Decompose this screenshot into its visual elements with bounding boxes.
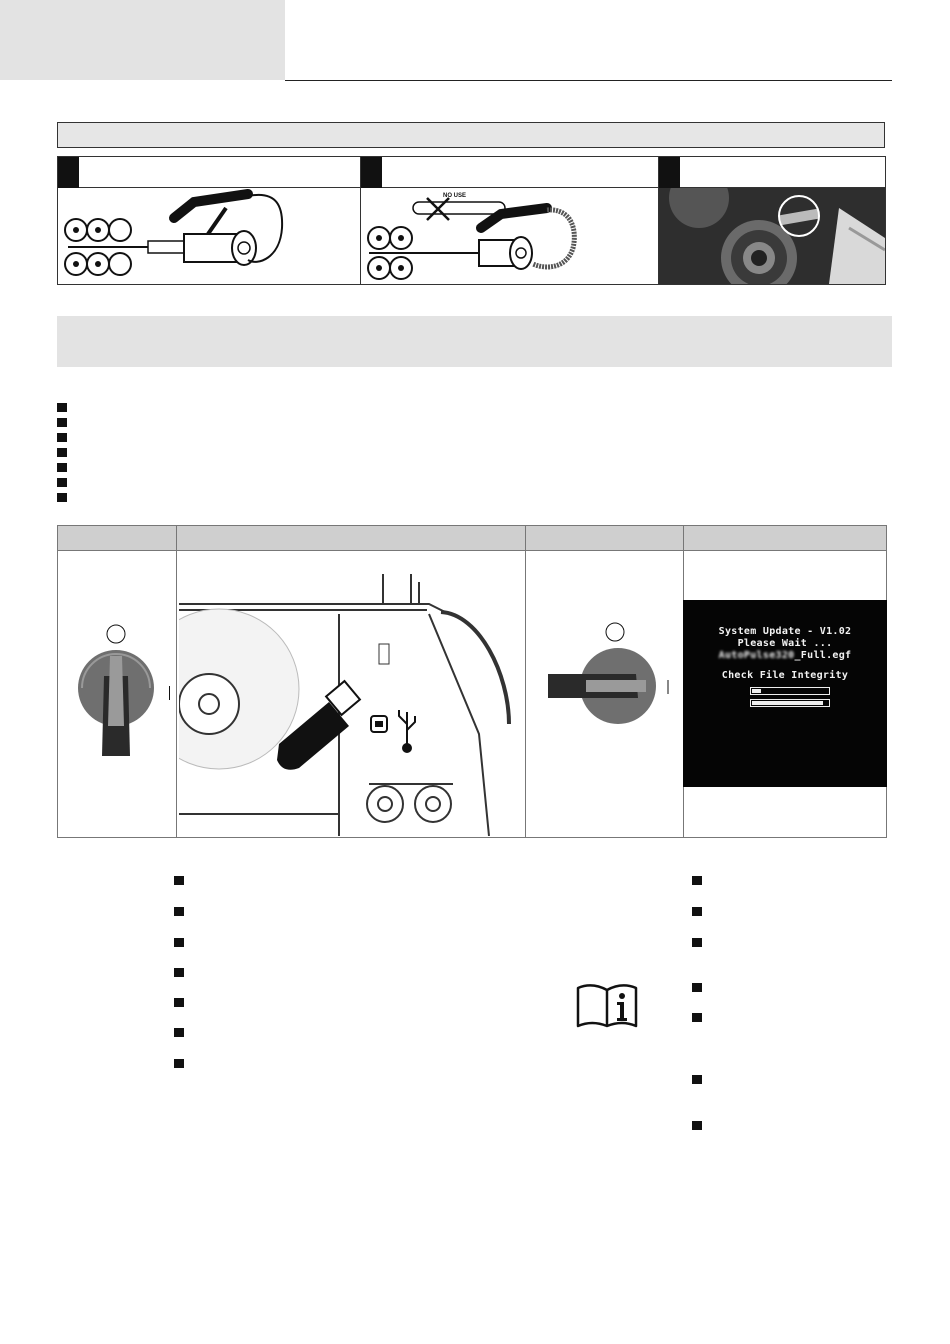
list-bullet [692, 876, 702, 885]
screen-filename-prefix: AutoPulse320 [718, 650, 795, 661]
figure-panel-3 [659, 157, 885, 284]
manual-info-icon [576, 980, 638, 1028]
panel-1-header [58, 157, 360, 188]
section-header-band [57, 316, 892, 367]
list-bullet [57, 403, 67, 412]
list-bullet [692, 938, 702, 947]
torch-liner-figure-2 [361, 188, 658, 284]
list-bullet [174, 907, 184, 916]
progress-bar-2-fill [752, 701, 823, 705]
header-corner-tab [0, 0, 285, 80]
power-switch-off-figure [74, 616, 164, 766]
progress-bar-2 [750, 699, 830, 707]
update-display-screen [683, 600, 887, 787]
table-header [58, 526, 886, 551]
list-bullet [174, 968, 184, 977]
list-bullet [57, 433, 67, 442]
switch-indicator-mark [169, 686, 170, 700]
liner-figure-row [57, 156, 886, 285]
panel-3-photo [659, 188, 885, 284]
list-bullet [174, 1059, 184, 1068]
panel-2-illustration [361, 188, 658, 284]
list-bullet [692, 1121, 702, 1130]
list-bullet [692, 1075, 702, 1084]
list-bullet [174, 998, 184, 1007]
list-bullet [57, 418, 67, 427]
list-bullet [174, 876, 184, 885]
column-divider [525, 526, 526, 837]
header-rule [285, 80, 892, 81]
list-bullet [174, 938, 184, 947]
panel-1-illustration [58, 188, 360, 284]
screen-filename [683, 650, 887, 661]
step-marker-1 [58, 157, 79, 188]
progress-bar-1-fill [752, 689, 761, 693]
section-title-bar [57, 122, 885, 148]
list-bullet [57, 448, 67, 457]
screen-please-wait: Please Wait ... [737, 638, 833, 649]
figure-panel-2 [361, 157, 659, 284]
list-bullet [692, 907, 702, 916]
no-use-label: NO USE [443, 193, 467, 199]
power-switch-on-figure [546, 618, 676, 738]
usb-symbol-icon [399, 710, 415, 752]
panel-3-header [659, 157, 885, 188]
wire-feeder-photo [659, 188, 885, 284]
list-bullet [57, 463, 67, 472]
step-marker-3 [659, 157, 680, 188]
progress-bar-1 [750, 687, 830, 695]
torch-liner-figure-1 [58, 188, 360, 284]
list-bullet [57, 478, 67, 487]
screen-update-title: System Update - V1.02 [718, 626, 852, 637]
list-bullet [692, 1013, 702, 1022]
screen-check-integrity: Check File Integrity [721, 670, 849, 681]
usb-insert-figure [179, 574, 523, 836]
usb-port-icon [371, 716, 387, 732]
figure-panel-1 [58, 157, 361, 284]
list-bullet [174, 1028, 184, 1037]
list-bullet [57, 493, 67, 502]
screen-filename-suffix: _Full.egf [794, 650, 852, 661]
panel-2-header [361, 157, 658, 188]
list-bullet [692, 983, 702, 992]
column-divider [176, 526, 177, 837]
step-marker-2 [361, 157, 382, 188]
